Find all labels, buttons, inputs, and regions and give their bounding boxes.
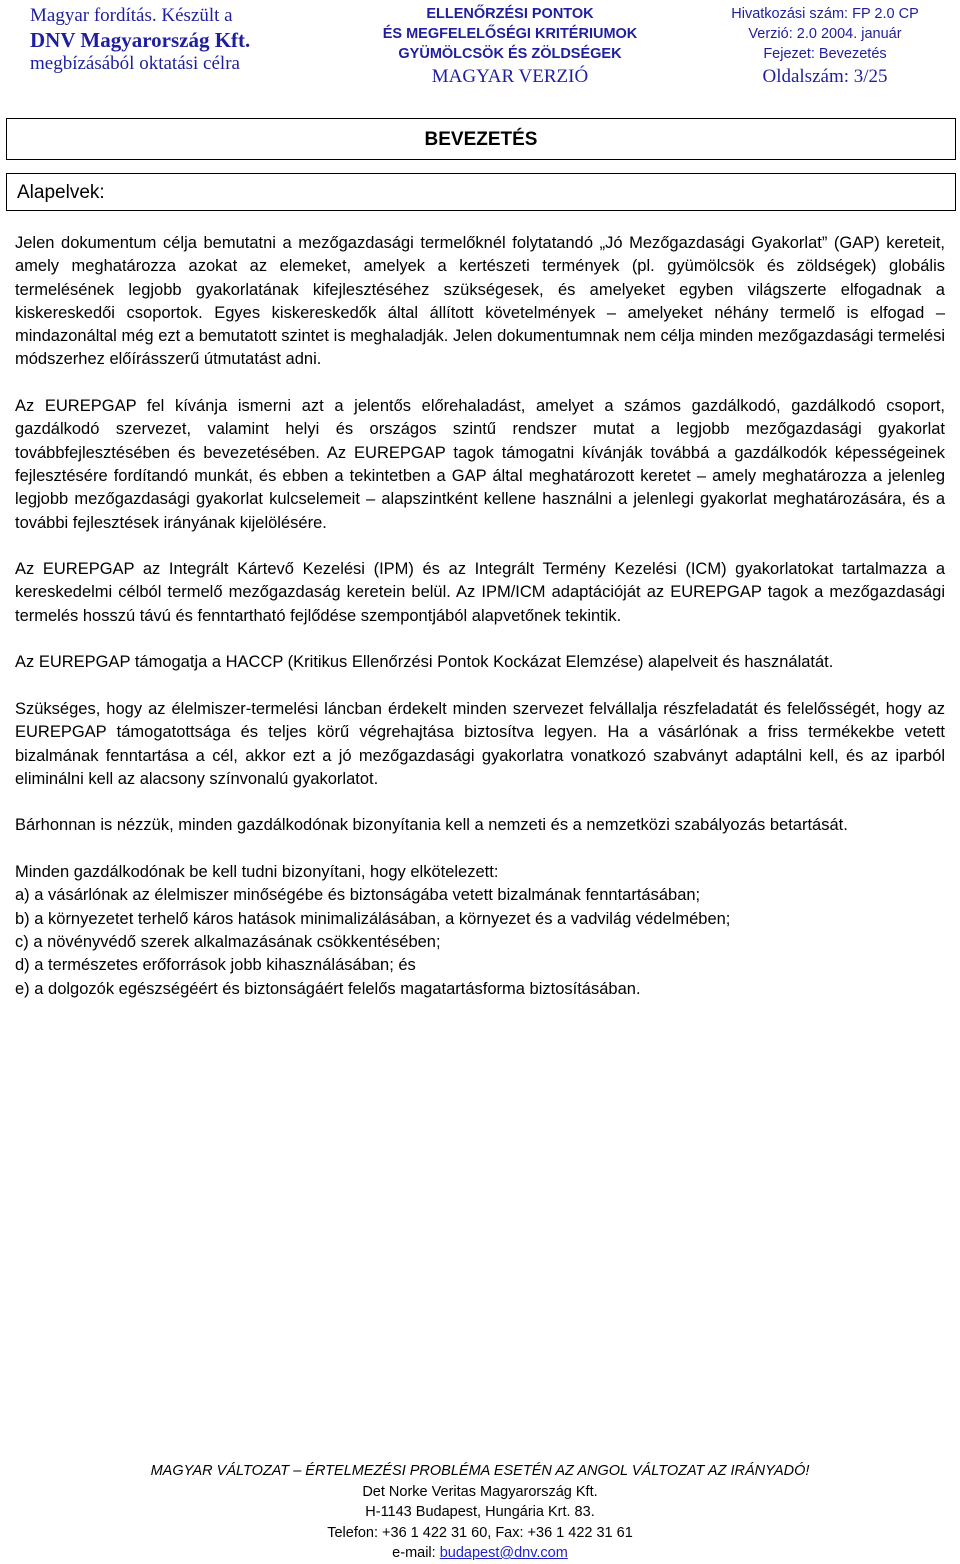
list-item: e) a dolgozók egészségéért és biztonságáért felelős magatartásforma biztosításában. [15,979,641,998]
list-item: a) a vásárlónak az élelmiszer minőségébe és biztonságába vetett bizalmának fenntartásában; [15,886,701,905]
header-page-number: Oldalszám: 3/25 [762,66,888,87]
header-purpose: megbízásából oktatási célra [30,53,240,74]
paragraph: Szükséges, hogy az élelmiszer-termelési láncban érdekelt minden szervezet felvállalja részfeladatát és felelősségét, hogy az EUREPGAP támogatottsága és teljes körű végrehajtása biztosítva legyen. Ha a vásárlónak a friss termékekbe vetett bizalmának fenntartása a cél, akkor ezt a jó mezőgazdasági gyakorlatra vonatkozó szabványt adaptálni kell, és az iparból eliminálni kell az alacsony színvonalú gyakorlatot. [15,699,945,788]
footer-company: Det Norke Veritas Magyarország Kft. [362,1483,598,1500]
list-item: b) a környezetet terhelő káros hatások minimalizálásában, a környezet és a vadvilág védelmében; [15,909,731,928]
paragraph: Bárhonnan is nézzük, minden gazdálkodónak bizonyítania kell a nemzeti és a nemzetközi szabályozás betartását. [15,816,848,835]
footer-email-label: e-mail: [392,1545,440,1561]
header-right-block [700,4,950,90]
paragraph: Az EUREPGAP fel kívánja ismerni azt a jelentős előrehaladást, amelyet a számos gazdálkodó, gazdálkodó csoport, gazdálkodó szervezet, valamint helyi és országos szintű rendszer mutat a legjobb mezőgazdasági gyakorlat továbbfejlesztésében és bevezetésében. Az EUREPGAP tagok támogatni kívánják továbbá a gazdálkodók képességeinek fejlesztésére fordítandó munkát, és ebben a tekintetben a GAP által meghatározott keretet – amely meghatározza a jelenleg legjobb mezőgazdasági gyakorlat kulcselemeit – alapszintként kellene használni a jelenlegi gyakorlat meghatározására, és a további fejlesztések irányának kijelölésére. [15,397,945,532]
paragraph: Az EUREPGAP az Integrált Kártevő Kezelési (IPM) és az Integrált Termény Kezelési (ICM) gyakorlatokat tartalmazza a kereskedelmi célból termelő mezőgazdaság keretein belül. Az IPM/ICM adaptációját az EUREPGAP tagok a mezőgazdasági termelés hosszú távú és fenntartható fejlődése szempontjából alapvetőnek tekintik. [15,560,945,625]
subsection-title: Alapelvek: [6,173,956,211]
page-header [0,0,960,90]
document-body [15,232,945,1001]
header-doc-title-3: GYÜMÖLCSÖK ÉS ZÖLDSÉGEK [398,46,622,62]
footer-language-note: MAGYAR VÁLTOZAT – ÉRTELMEZÉSI PROBLÉMA ESETÉN AZ ANGOL VÁLTOZAT AZ IRÁNYADÓ! [150,1463,810,1479]
footer-email-link[interactable]: budapest@dnv.com [439,1545,568,1561]
footer-phone: Telefon: +36 1 422 31 60, Fax: +36 1 422 31 61 [327,1524,633,1541]
list-item: c) a növényvédő szerek alkalmazásának csökkentésében; [15,932,441,951]
header-version: Verzió: 2.0 2004. január [748,26,902,42]
list-intro: Minden gazdálkodónak be kell tudni bizonyítani, hogy elkötelezett: [15,863,499,882]
paragraph: Az EUREPGAP támogatja a HACCP (Kritikus Ellenőrzési Pontok Kockázat Elemzése) alapelveit és használatát. [15,653,834,672]
list-item: d) a természetes erőforrások jobb kihasználásában; és [15,956,416,975]
header-doc-title-2: ÉS MEGFELELŐSÉGI KRITÉRIUMOK [382,26,638,42]
section-title: BEVEZETÉS [6,118,956,160]
header-chapter: Fejezet: Bevezetés [763,46,887,62]
page-footer [0,1461,960,1564]
commitment-list [15,861,945,1001]
header-translation-note: Magyar fordítás. Készült a [30,5,233,26]
footer-address: H-1143 Budapest, Hungária Krt. 83. [365,1504,595,1520]
header-doc-title-1: ELLENŐRZÉSI PONTOK [426,6,594,22]
paragraph: Jelen dokumentum célja bemutatni a mezőgazdasági termelőknél folytatandó „Jó Mezőgazdasági Gyakorlat” (GAP) kereteit, amely meghatározza azokat az elemeket, amelyek a kertészeti termények (pl. gyümölcsök és zöldségek) globális termelésének legjobb gyakorlatának kifejlesztéséhez szükségesek, és amelyeket egyben világszerte elfogadnak a kiskereskedői csoportok. Egyes kiskereskedők által állított követelmények – amelyeket néhány termelő is elfogad – mindazonáltal még ezt a bemutatott szintet is meghaladják. Jelen dokumentumnak nem célja minden mezőgazdasági termelési módszerhez előírásszerű útmutatást adni. [15,234,945,369]
header-left-block [30,4,360,76]
header-company: DNV Magyarország Kft. [30,28,251,52]
header-doc-version: MAGYAR VERZIÓ [431,66,589,87]
header-middle-block [345,4,675,90]
footer-email-line [0,1543,960,1564]
header-reference: Hivatkozási szám: FP 2.0 CP [731,6,919,22]
